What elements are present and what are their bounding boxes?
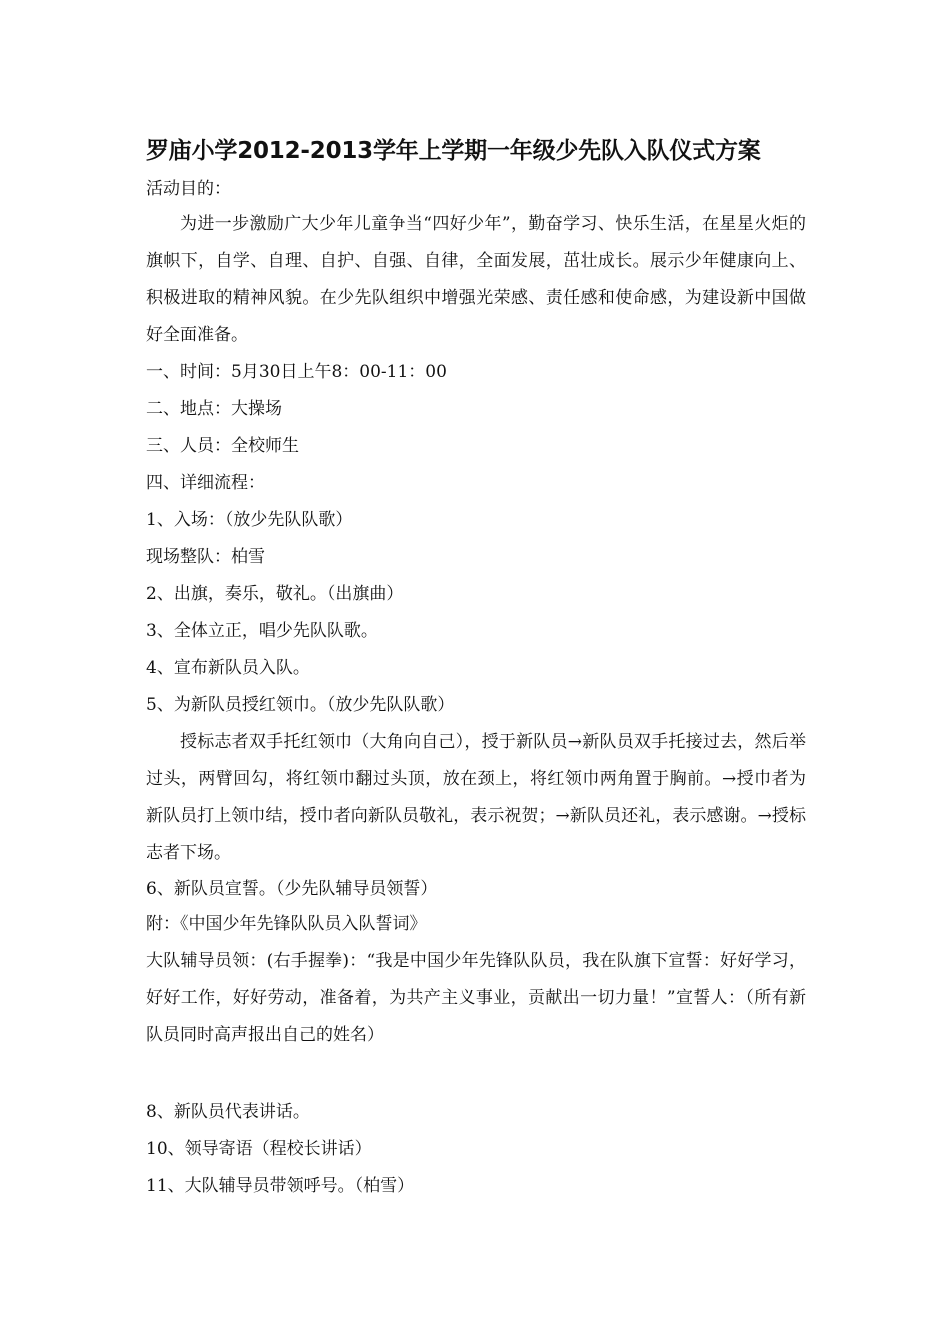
step-6: 6、新队员宣誓。（少先队辅导员领誓） bbox=[146, 879, 438, 899]
place-line: 二、地点：大操场 bbox=[146, 399, 282, 419]
step-5-detail: 授标志者双手托红领巾（大角向自己），授于新队员→新队员双手托接过去，然后举过头，两臂回勾，将红领巾翻过头顶，放在颈上，将红领巾两角置于胸前。→授巾者为新队员打上领巾结，授巾者向新队员敬礼，表示祝贺；→新队员还礼，表示感谢。→授标志者下场。 bbox=[146, 732, 806, 863]
purpose-label: 活动目的： bbox=[146, 179, 231, 199]
flow-label: 四、详细流程： bbox=[146, 473, 265, 493]
oath-paragraph: 大队辅导员领：(右手握拳)：“我是中国少年先锋队队员，我在队旗下宣誓：好好学习，好好工作，好好劳动，准备着，为共产主义事业，贡献出一切力量！”宣誓人：（所有新队员同时高声报出自己的姓名） bbox=[146, 951, 806, 1045]
step-1: 1、入场：（放少先队队歌） bbox=[146, 510, 353, 530]
people-line: 三、人员：全校师生 bbox=[146, 436, 299, 456]
oath-title: 附：《中国少年先锋队队员入队誓词》 bbox=[146, 914, 427, 934]
organize-line: 现场整队：柏雪 bbox=[146, 547, 265, 567]
purpose-paragraph: 为进一步激励广大少年儿童争当“四好少年”，勤奋学习、快乐生活，在星星火炬的旗帜下，自学、自理、自护、自强、自律，全面发展，茁壮成长。展示少年健康向上、积极进取的精神风貌。在少先队组织中增强光荣感、责任感和使命感，为建设新中国做好全面准备。 bbox=[146, 214, 806, 345]
time-line: 一、时间：5月30日上午8：00-11：00 bbox=[146, 362, 447, 382]
step-4: 4、宣布新队员入队。 bbox=[146, 658, 310, 678]
blank-line bbox=[146, 1054, 806, 1094]
step-8: 8、新队员代表讲话。 bbox=[146, 1102, 310, 1122]
step-5: 5、为新队员授红领巾。（放少先队队歌） bbox=[146, 695, 455, 715]
document-title: 罗庙小学2012-2013学年上学期一年级少先队入队仪式方案 bbox=[146, 138, 761, 164]
step-2: 2、出旗，奏乐，敬礼。（出旗曲） bbox=[146, 584, 404, 604]
document-body bbox=[146, 172, 806, 1205]
step-10: 10、领导寄语（程校长讲话） bbox=[146, 1139, 372, 1159]
step-3: 3、全体立正，唱少先队队歌。 bbox=[146, 621, 378, 641]
step-11: 11、大队辅导员带领呼号。（柏雪） bbox=[146, 1176, 415, 1196]
